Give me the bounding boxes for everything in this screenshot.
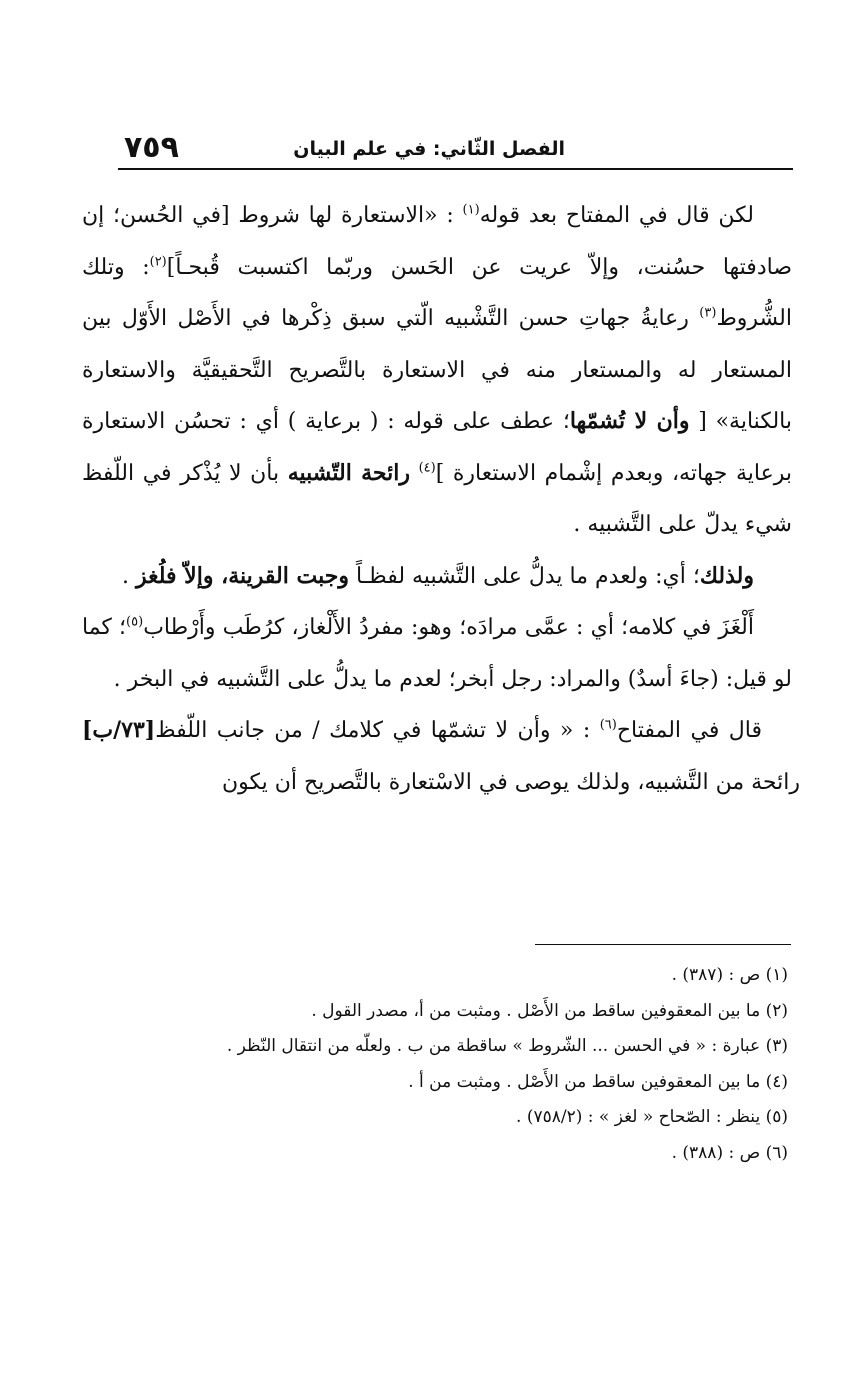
footnote-ref: (٤)	[418, 460, 436, 476]
text-run: ؛ كما لو قيل: (جاءَ أسدٌ) والمراد: رجل أبخر؛ لعدم ما يدلُّ على التَّشبيه في البخر .	[82, 615, 792, 692]
text-run: : « وأن لا تشمّها في كلامك / من جانب اللّفظ	[155, 718, 600, 743]
folio-marker: [٧٣/ب]	[82, 717, 156, 743]
text-run: لكن قال في المفتاح بعد قوله	[479, 203, 754, 228]
paragraph-3	[82, 602, 792, 705]
matn-phrase: وأن لا تُشمّها	[569, 408, 690, 434]
text-run: رعايةُ جهاتِ حسن التَّشْبيه الّتي سبق ذِكْرها في الأَصْل الأَوّل بين المستعار له والمستعار منه في الاستعارة بالتَّصريح التَّحقيقيَّة والاستعارة بالكناية» [	[82, 306, 792, 434]
footnote-separator	[535, 944, 791, 945]
paragraph-2	[82, 551, 792, 603]
page-number: ٧٥٩	[124, 130, 179, 165]
text-run: ؛ أي: ولعدم ما يدلُّ على التَّشبيه لفظـاً	[349, 563, 700, 589]
header-rule	[118, 168, 793, 170]
footnotes	[100, 958, 788, 1171]
text-run	[410, 461, 419, 486]
matn-phrase: رائحة التّشبيه	[287, 459, 410, 486]
footnote-ref: (٢)	[149, 254, 167, 270]
footnote-ref: (١)	[462, 202, 480, 218]
text-run: ؛ عطف على قوله : ( برعاية ) أي : تحسُن الاستعارة برعاية جهاته، وبعدم إشْمام الاستعارة ]	[82, 409, 792, 486]
running-title: الفصل الثّاني: في علم البيان	[293, 138, 565, 160]
text-run: .	[121, 563, 136, 589]
footnote-ref: (٣)	[699, 305, 717, 321]
footnote-3: (٣) عبارة : « في الحسن ... الشّروط » ساقطة من ب . ولعلّه من انتقال النّظر .	[226, 1036, 788, 1056]
footnote-5: (٥) ينظر : الصّحاح « لغز » : (٧٥٨/٢) .	[516, 1107, 788, 1127]
text-run: : «الاستعارة لها شروط [في الحُسن؛ إن صادفتها حسُنت، وإلاّ عريت عن الحَسن وربّما اكتسبت قُبحـاً]	[82, 203, 792, 280]
matn-phrase: ولذلك	[699, 562, 754, 589]
matn-phrase: وجبت القرينة، وإلاّ فلُغز	[135, 562, 349, 589]
text-run: أَلْغَزَ في كلامه؛ أي : عمَّى مرادَه؛ وهو: مفردُ الأَلْغاز، كرُطَب وأَرْطاب	[143, 615, 754, 640]
footnote-ref: (٦)	[599, 717, 617, 733]
text-run: قال في المفتاح	[616, 718, 762, 743]
footnote-6: (٦) ص : (٣٨٨) .	[671, 1142, 788, 1163]
text-run: : وتلك الشُّروط	[82, 254, 792, 331]
footnote-ref: (٥)	[126, 614, 144, 630]
footnote-2: (٢) ما بين المعقوفين ساقط من الأَصْل . ومثبت من أ، مصدر القول .	[311, 1000, 788, 1021]
text-run: رائحة من التَّشبيه، ولذلك يوصى في الاسْتعارة بالتَّصريح أن يكون	[221, 769, 800, 795]
footnote-4: (٤) ما بين المعقوفين ساقط من الأَصْل . ومثبت من أ .	[408, 1071, 788, 1092]
paragraph-1	[82, 190, 792, 551]
paragraph-4	[82, 705, 800, 808]
text-run: بأن لا يُذْكر في اللّفظ شيء يدلّ على التَّشبيه .	[82, 460, 792, 537]
footnote-1: (١) ص : (٣٨٧) .	[671, 965, 788, 985]
main-text	[82, 190, 800, 808]
page-header	[118, 130, 793, 168]
